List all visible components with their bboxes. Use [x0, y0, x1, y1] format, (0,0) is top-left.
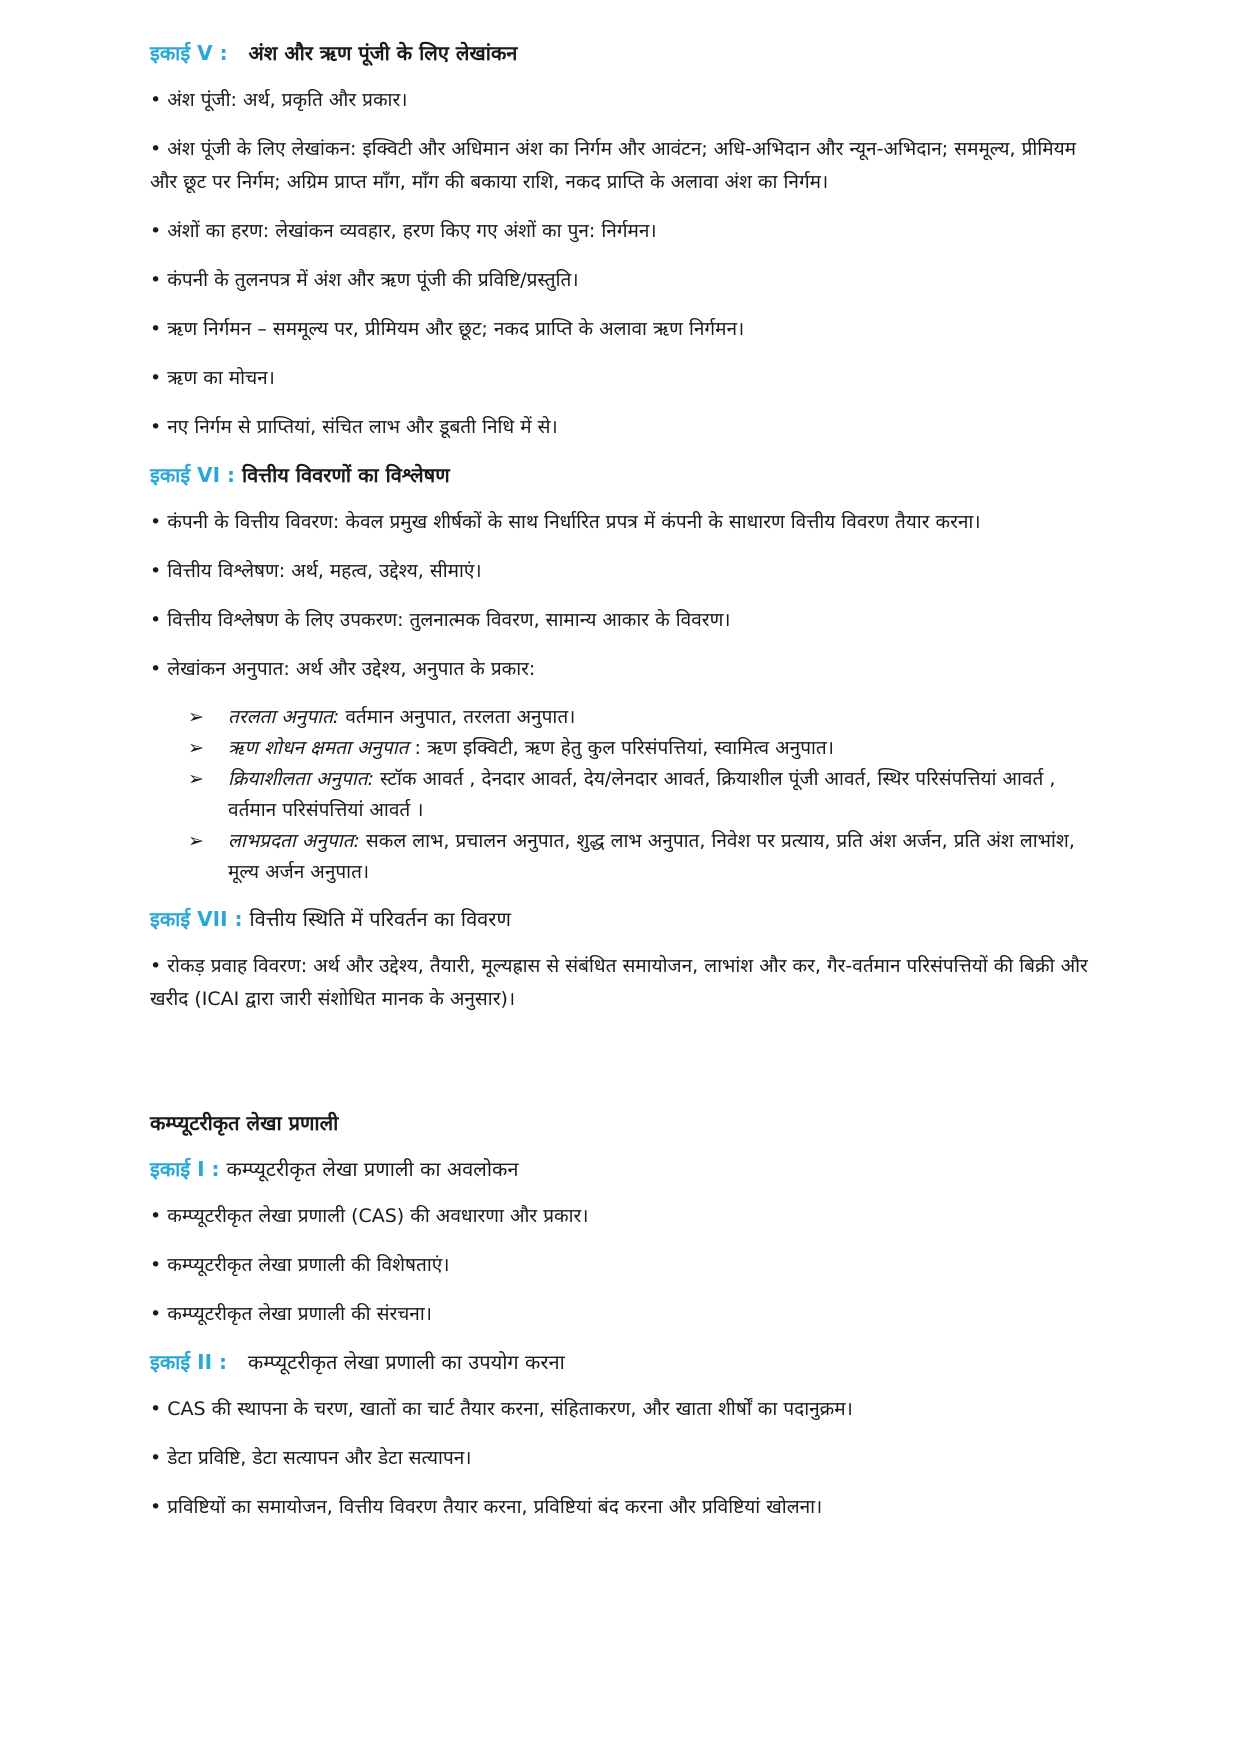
arrow-bullet-icon: ➢ — [188, 737, 204, 759]
unit5-label: इकाई V : — [150, 41, 228, 65]
ratio-activity — [188, 764, 1090, 826]
ratio-text: वर्तमान अनुपात, तरलता अनुपात। — [339, 706, 576, 728]
ratio-name: लाभप्रदता अनुपात: — [228, 830, 360, 852]
cas-unit1-item-3: • कम्प्यूटरीकृत लेखा प्रणाली की संरचना। — [150, 1303, 432, 1325]
unit5-item-6: • ऋण का मोचन। — [150, 367, 275, 389]
unit6-item-3: • वित्तीय विश्लेषण के लिए उपकरण: तुलनात्मक विवरण, सामान्य आकार के विवरण। — [150, 609, 731, 631]
cas-unit2-item-3: • प्रविष्टियों का समायोजन, वित्तीय विवरण तैयार करना, प्रविष्टियां बंद करना और प्रविष्टियां खोलना। — [150, 1496, 823, 1518]
cas-unit2-item-1: • CAS की स्थापना के चरण, खातों का चार्ट तैयार करना, संहिताकरण, और खाता शीर्षों का पदानुक्रम। — [150, 1398, 853, 1420]
ratio-text: सकल लाभ, प्रचालन अनुपात, शुद्ध लाभ अनुपात, निवेश पर प्रत्याय, प्रति अंश अर्जन, प्रति अंश लाभांश, मूल्य अर्जन अनुपात। — [228, 830, 1075, 883]
cas-unit1-item-1: • कम्प्यूटरीकृत लेखा प्रणाली (CAS) की अवधारणा और प्रकार। — [150, 1205, 589, 1227]
unit6-label: इकाई VI : — [150, 463, 236, 487]
cas-unit2-heading — [150, 1347, 1090, 1377]
unit5-item-7: • नए निर्गम से प्राप्तियां, संचित लाभ और डूबती निधि में से। — [150, 416, 558, 438]
cas-unit1-heading — [150, 1154, 1090, 1184]
document-page — [150, 38, 1090, 1524]
cas-unit1-title: कम्प्यूटरीकृत लेखा प्रणाली का अवलोकन — [226, 1157, 519, 1181]
unit6-heading — [150, 460, 1090, 490]
ratio-text: : ऋण इक्विटी, ऋण हेतु कुल परिसंपत्तियां, स्वामित्व अनुपात। — [408, 737, 834, 759]
unit6-title: वित्तीय विवरणों का विश्लेषण — [242, 463, 450, 487]
cas-section-title: कम्प्यूटरीकृत लेखा प्रणाली — [150, 1111, 339, 1135]
ratio-name: तरलता अनुपात: — [228, 706, 340, 728]
cas-unit1-item-2: • कम्प्यूटरीकृत लेखा प्रणाली की विशेषताएं। — [150, 1254, 450, 1276]
unit6-item-2: • वित्तीय विश्लेषण: अर्थ, महत्व, उद्देश्य, सीमाएं। — [150, 560, 482, 582]
cas-unit2-item-2: • डेटा प्रविष्टि, डेटा सत्यापन और डेटा सत्यापन। — [150, 1447, 472, 1469]
arrow-bullet-icon: ➢ — [188, 706, 204, 728]
unit7-title: वित्तीय स्थिति में परिवर्तन का विवरण — [249, 907, 511, 931]
unit7-item-1: • रोकड़ प्रवाह विवरण: अर्थ और उद्देश्य, तैयारी, मूल्यह्रास से संबंधित समायोजन, लाभांश और कर, गैर-वर्तमान परिसंपत्तियों की बिक्री और खरीद (ICAI द्वारा जारी संशोधित मानक के अनुसार)। — [150, 955, 1088, 1010]
unit7-heading — [150, 904, 1090, 934]
unit7-label: इकाई VII : — [150, 907, 243, 931]
unit5-item-5: • ऋण निर्गमन – सममूल्य पर, प्रीमियम और छूट; नकद प्राप्ति के अलावा ऋण निर्गमन। — [150, 318, 745, 340]
arrow-bullet-icon: ➢ — [188, 830, 204, 852]
arrow-bullet-icon: ➢ — [188, 768, 204, 790]
ratio-solvency — [188, 733, 1090, 764]
ratio-profitability — [188, 826, 1090, 888]
unit5-title: अंश और ऋण पूंजी के लिए लेखांकन — [248, 41, 518, 65]
cas-unit2-title: कम्प्यूटरीकृत लेखा प्रणाली का उपयोग करना — [247, 1350, 565, 1374]
unit5-heading — [150, 38, 1090, 68]
unit6-item-4: • लेखांकन अनुपात: अर्थ और उद्देश्य, अनुपात के प्रकार: — [150, 658, 536, 680]
unit5-item-4: • कंपनी के तुलनपत्र में अंश और ऋण पूंजी की प्रविष्टि/प्रस्तुति। — [150, 269, 579, 291]
ratio-liquidity — [188, 702, 1090, 733]
unit5-item-3: • अंशों का हरण: लेखांकन व्यवहार, हरण किए गए अंशों का पुन: निर्गमन। — [150, 220, 657, 242]
unit6-item-1: • कंपनी के वित्तीय विवरण: केवल प्रमुख शीर्षकों के साथ निर्धारित प्रपत्र में कंपनी के साधारण वित्तीय विवरण तैयार करना। — [150, 511, 981, 533]
ratio-types-list — [150, 702, 1090, 888]
ratio-text: स्टॉक आवर्त , देनदार आवर्त, देय/लेनदार आवर्त, क्रियाशील पूंजी आवर्त, स्थिर परिसंपत्तियां आवर्त , वर्तमान परिसंपत्तियां आवर्त । — [228, 768, 1056, 821]
cas-unit2-label: इकाई II : — [150, 1350, 227, 1374]
ratio-name: क्रियाशीलता अनुपात: — [228, 768, 374, 790]
unit5-item-1: • अंश पूंजी: अर्थ, प्रकृति और प्रकार। — [150, 89, 408, 111]
cas-unit1-label: इकाई I : — [150, 1157, 220, 1181]
ratio-name: ऋण शोधन क्षमता अनुपात — [228, 737, 409, 759]
unit5-item-2: • अंश पूंजी के लिए लेखांकन: इक्विटी और अधिमान अंश का निर्गम और आवंटन; अधि-अभिदान और न्यून-अभिदान; सममूल्य, प्रीमियम और छूट पर निर्गम; अग्रिम प्राप्त माँग, माँग की बकाया राशि, नकद प्राप्ति के अलावा अंश का निर्गम। — [150, 138, 1076, 193]
